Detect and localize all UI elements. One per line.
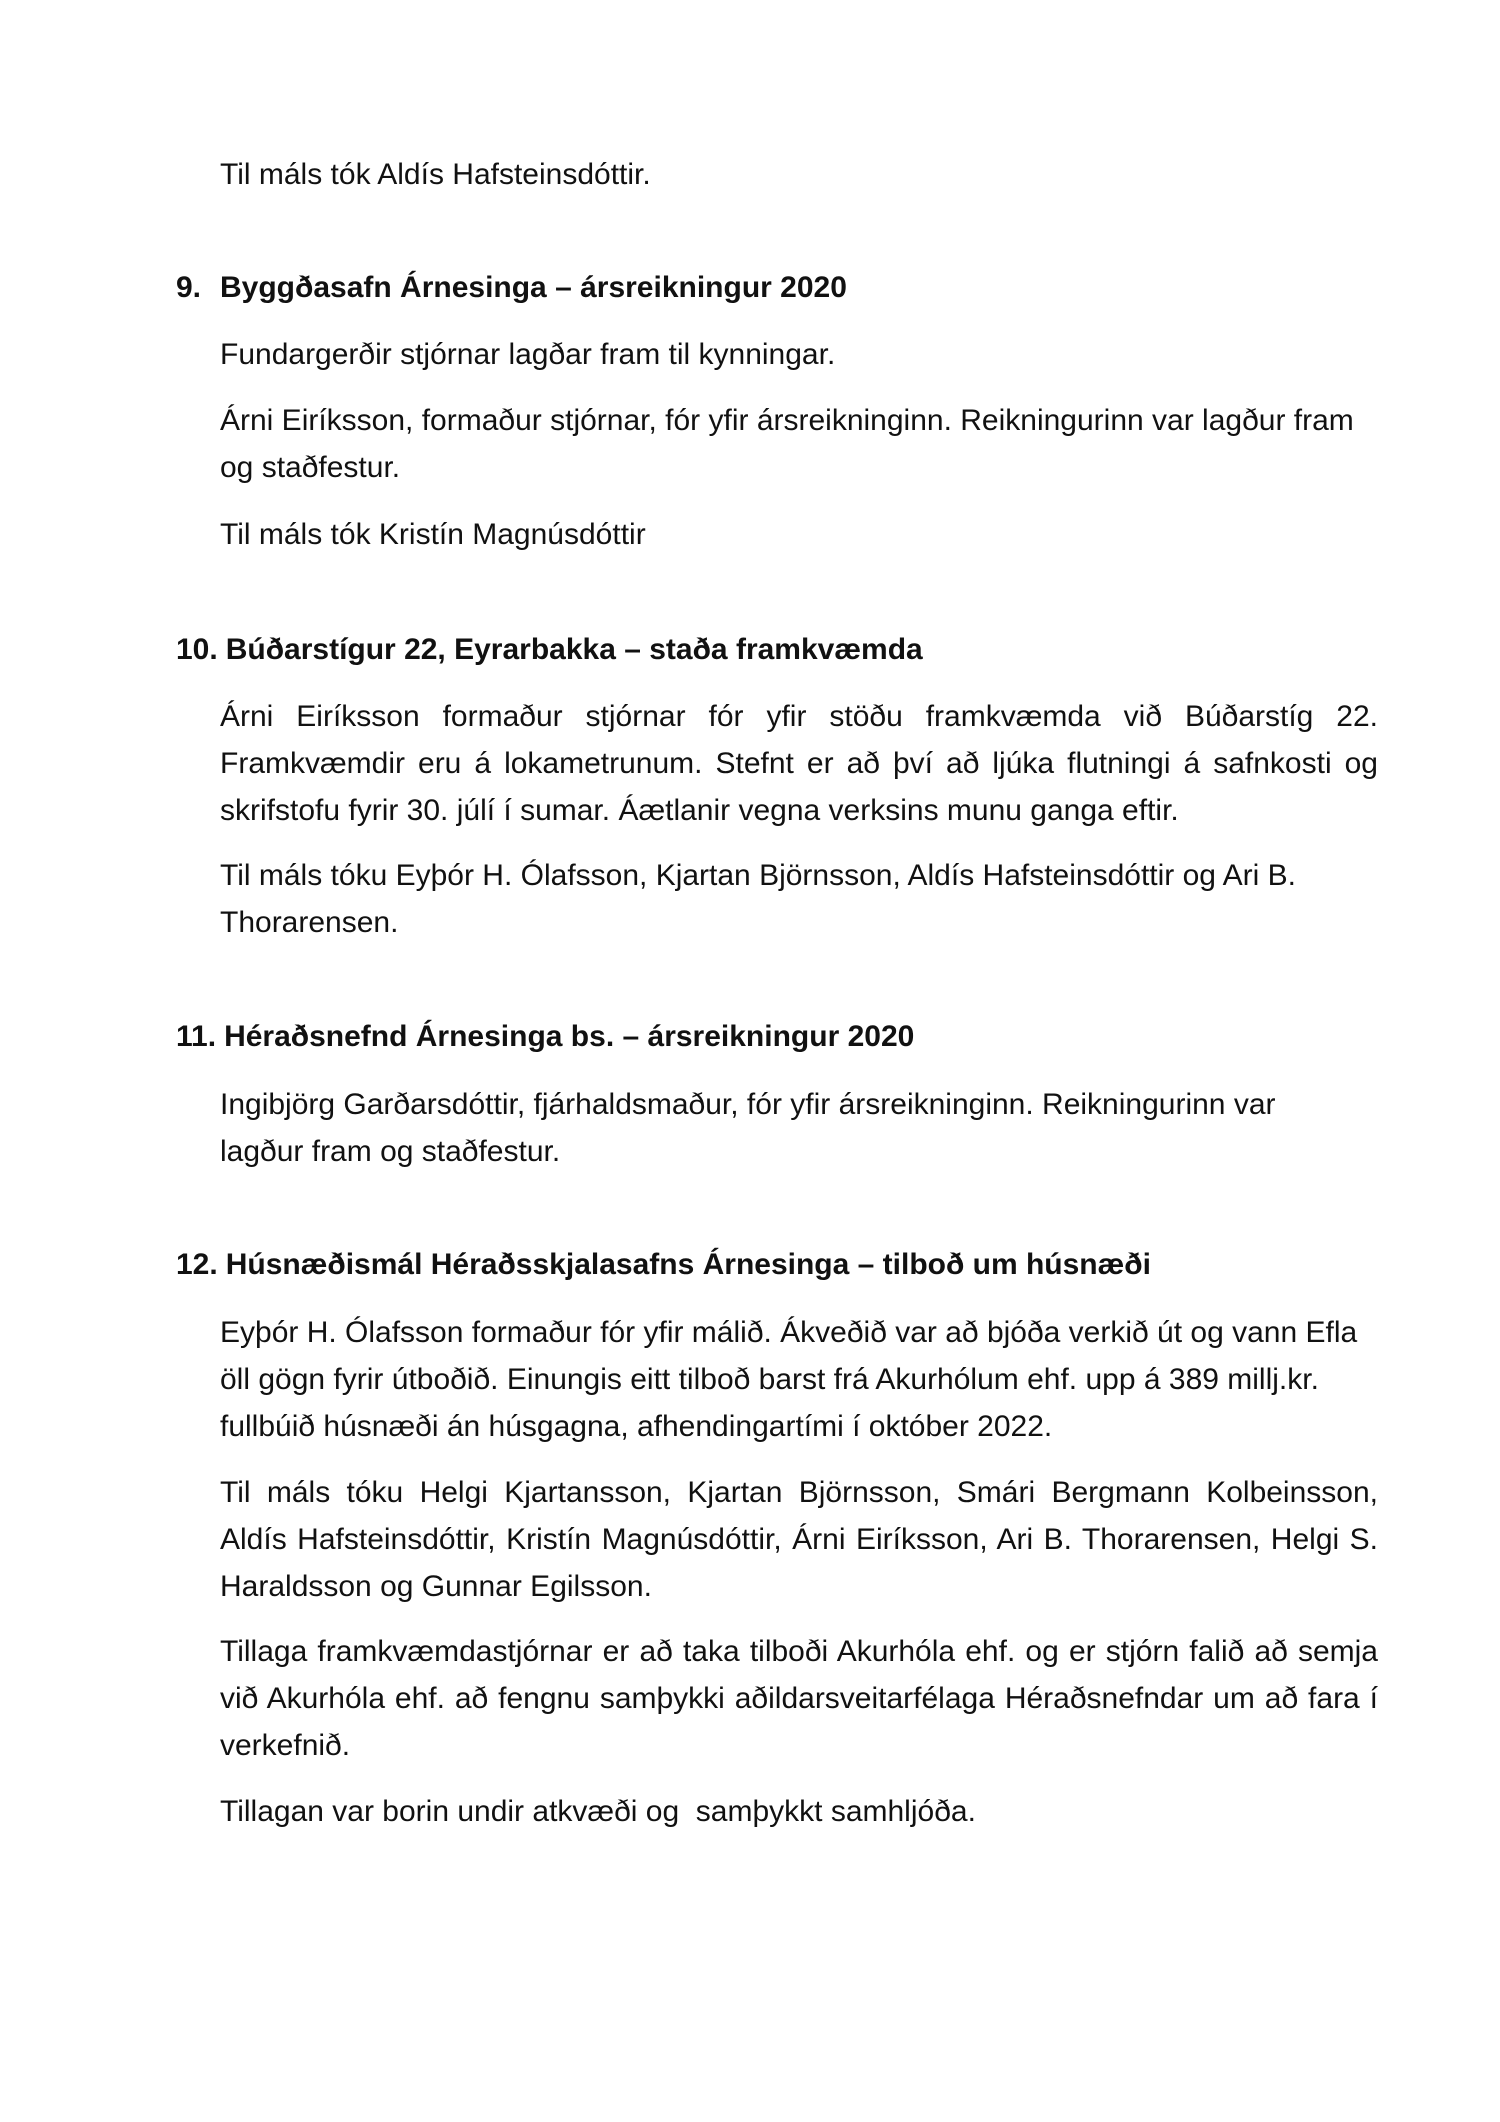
section-9-heading — [176, 268, 847, 308]
section-title: Húsnæðismál Héraðsskjalasafns Árnesinga – tilboð um húsnæði — [225, 1248, 1151, 1281]
intro-paragraph: Til máls tók Aldís Hafsteinsdóttir. — [220, 158, 651, 191]
section-number: 9. — [176, 271, 202, 304]
section-9-paragraph-3: Til máls tók Kristín Magnúsdóttir — [220, 518, 646, 551]
section-title: Búðarstígur 22, Eyrarbakka – staða framkvæmda — [225, 633, 923, 666]
section-11-heading — [176, 1017, 914, 1057]
section-10-paragraph-1: Árni Eiríksson formaður stjórnar fór yfir stöðu framkvæmda við Búðarstíg 22. Framkvæmdir eru á lokametrunum. Stefnt er að því að ljúka flutningi á safnkosti og skrifstofu fyrir 30. júlí í sumar. Áætlanir vegna verksins munu ganga eftir. — [220, 700, 1378, 827]
section-9-paragraph-1: Fundargerðir stjórnar lagðar fram til kynningar. — [220, 338, 836, 371]
section-12-paragraph-1: Eyþór H. Ólafsson formaður fór yfir málið. Ákveðið var að bjóða verkið út og vann Efla öll gögn fyrir útboðið. Einungis eitt tilboð barst frá Akurhólum ehf. upp á 389 millj.kr. fullbúið húsnæði án húsgagna, afhendingartími í október 2022. — [220, 1316, 1358, 1443]
section-10-heading — [176, 630, 923, 670]
section-number: 11. — [176, 1020, 217, 1053]
section-9-paragraph-2: Árni Eiríksson, formaður stjórnar, fór yfir ársreikninginn. Reikningurinn var lagður fram og staðfestur. — [220, 404, 1354, 484]
section-number: 10. — [176, 633, 218, 666]
section-number: 12. — [176, 1248, 218, 1281]
section-12-paragraph-3: Tillaga framkvæmdastjórnar er að taka tilboði Akurhóla ehf. og er stjórn falið að semja við Akurhóla ehf. að fengnu samþykki aðildarsveitarfélaga Héraðsnefndar um að fara í verkefnið. — [220, 1635, 1378, 1762]
section-12-paragraph-2: Til máls tóku Helgi Kjartansson, Kjartan Björnsson, Smári Bergmann Kolbeinsson, Aldís Hafsteinsdóttir, Kristín Magnúsdóttir, Árni Eiríksson, Ari B. Thorarensen, Helgi S. Haraldsson og Gunnar Egilsson. — [220, 1476, 1378, 1603]
section-10-paragraph-2: Til máls tóku Eyþór H. Ólafsson, Kjartan Björnsson, Aldís Hafsteinsdóttir og Ari B. Thorarensen. — [220, 859, 1297, 939]
section-12-paragraph-4: Tillagan var borin undir atkvæði og samþykkt samhljóða. — [220, 1795, 976, 1828]
section-title: Héraðsnefnd Árnesinga bs. – ársreikningur 2020 — [224, 1020, 915, 1053]
section-12-heading — [176, 1245, 1151, 1285]
section-11-paragraph-1: Ingibjörg Garðarsdóttir, fjárhaldsmaður, fór yfir ársreikninginn. Reikningurinn var lagður fram og staðfestur. — [220, 1088, 1276, 1168]
section-title: Byggðasafn Árnesinga – ársreikningur 2020 — [220, 271, 847, 304]
